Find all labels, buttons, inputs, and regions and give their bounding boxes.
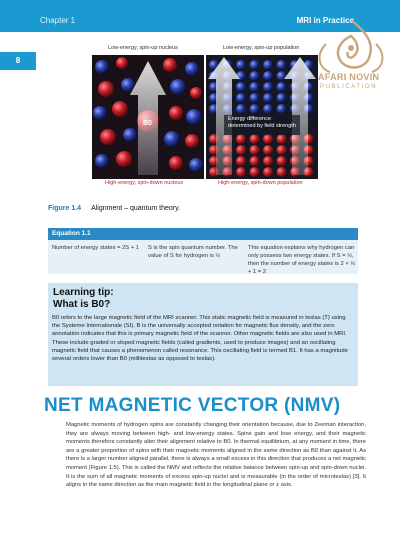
spin-up-sphere xyxy=(236,82,246,92)
spin-up-sphere xyxy=(277,104,287,114)
spin-up-sphere xyxy=(236,104,246,114)
figure-label-spin-up-population: Low-energy, spin-up population xyxy=(223,45,300,51)
spin-down-sphere xyxy=(277,145,287,155)
energy-difference-note: Energy difference determined by field strength xyxy=(228,116,296,129)
watermark-brand: AFARI NOVIN xyxy=(318,72,380,82)
learning-tip-title-line1: Learning tip: xyxy=(53,287,114,298)
learning-tip-title-line2: What is B0? xyxy=(53,299,111,310)
spin-up-sphere xyxy=(263,82,273,92)
equation-label: Equation 1.1 xyxy=(48,228,358,240)
figure-caption-text: Alignment – quantum theory. xyxy=(91,205,181,212)
spin-up-sphere xyxy=(236,60,246,70)
spin-down-sphere xyxy=(250,134,260,144)
section-heading: NET MAGNETIC VECTOR (NMV) xyxy=(44,395,341,416)
learning-tip-title xyxy=(53,287,114,311)
figure-caption xyxy=(48,205,180,212)
spin-up-sphere xyxy=(250,104,260,114)
figure-label-spin-up-nucleus: Low-energy, spin-up nucleus xyxy=(108,45,178,51)
spin-up-sphere xyxy=(250,93,260,103)
spin-up-sphere xyxy=(263,93,273,103)
spin-down-sphere xyxy=(250,156,260,166)
running-title: MRI in Practice xyxy=(296,16,354,25)
spin-up-sphere xyxy=(250,71,260,81)
spin-down-sphere xyxy=(263,156,273,166)
spin-up-sphere xyxy=(277,60,287,70)
spin-up-sphere xyxy=(263,71,273,81)
spin-up-sphere xyxy=(250,60,260,70)
spin-up-sphere xyxy=(277,93,287,103)
watermark-sub: PUBLICATION xyxy=(320,84,378,90)
spin-down-sphere xyxy=(236,156,246,166)
spin-down-sphere xyxy=(263,134,273,144)
spin-down-sphere xyxy=(263,167,273,177)
figure-number: Figure 1.4 xyxy=(48,205,82,212)
learning-tip-box xyxy=(48,283,358,386)
chapter-label: Chapter 1 xyxy=(40,16,76,25)
figure-label-spin-down-nucleus: High-energy, spin-down nucleus xyxy=(105,180,184,186)
page-number: 8 xyxy=(0,52,36,70)
spin-down-sphere xyxy=(277,156,287,166)
spin-down-sphere xyxy=(250,145,260,155)
spin-down-sphere xyxy=(277,134,287,144)
spin-up-sphere xyxy=(277,82,287,92)
equation-variable-note: S is the spin quantum number. The value of S for hydrogen is ½ xyxy=(148,245,238,259)
publisher-logo-icon xyxy=(306,14,396,124)
equation-box xyxy=(48,228,358,274)
equation-formula: Number of energy states = 2S + 1 xyxy=(52,245,140,251)
spin-up-sphere xyxy=(263,104,273,114)
spin-down-sphere xyxy=(277,167,287,177)
figure-label-spin-down-population: High-energy, spin-down population xyxy=(218,180,303,186)
section-paragraph: Magnetic moments of hydrogen spins are constantly changing their orientation because, due to Zeeman interaction, they are always moving between high- and low-energy states. Spins gain and lose energy, and their magnetic moments therefore constantly alter their alignment relative to B0. In thermal equilibrium, at any moment in time, there are a greater proportion of spins with their magnetic moments aligned in the same direction as B0 than against it. As there is a larger number aligned parallel, there is always a small excess in this direction that produces a net magnetic moment (Figure 1.5). This is called the NMV and reflects the relative balance between spin-up and spin-down nuclei. It is the sum of all magnetic moments of excess spin-up nuclei and is measurable (in the order of microteslas) [3]. It aligns in the same direction as the main magnetic field in the longitudinal plane or z axis. xyxy=(66,422,366,489)
field-symbol-label: B0 xyxy=(143,120,152,127)
equation-explanation: This equation explains why hydrogen can only possess two energy states. If S = ½, then the number of energy states is 2 × ½ + 1 = 2 xyxy=(248,245,356,275)
spin-up-sphere xyxy=(236,93,246,103)
spin-down-sphere xyxy=(250,167,260,177)
spin-down-sphere xyxy=(236,145,246,155)
spin-up-sphere xyxy=(250,82,260,92)
spin-down-sphere xyxy=(263,145,273,155)
spin-up-sphere xyxy=(263,60,273,70)
spin-down-sphere xyxy=(236,167,246,177)
spin-down-sphere xyxy=(236,134,246,144)
figure-nuclei-panel xyxy=(92,55,204,179)
spin-up-sphere xyxy=(277,71,287,81)
learning-tip-body: B0 refers to the large magnetic field of the MRI scanner. This static magnetic field is measured in teslas (T) using the Systeme Internationale (SI). B is the universally accepted notation for magnetic flux density, and the zero annotation indicates that this is primary magnetic field of the scanner. Other magnetic fields are also used in MRI. These include graded or sloped magnetic fields (called gradients, used to produce images) and an oscillating magnetic field that causes a phenomenon called resonance. This oscillating field is termed B1. It has a magnitude several orders lower than B0 (millitestas as opposed to teslas). xyxy=(52,315,348,363)
